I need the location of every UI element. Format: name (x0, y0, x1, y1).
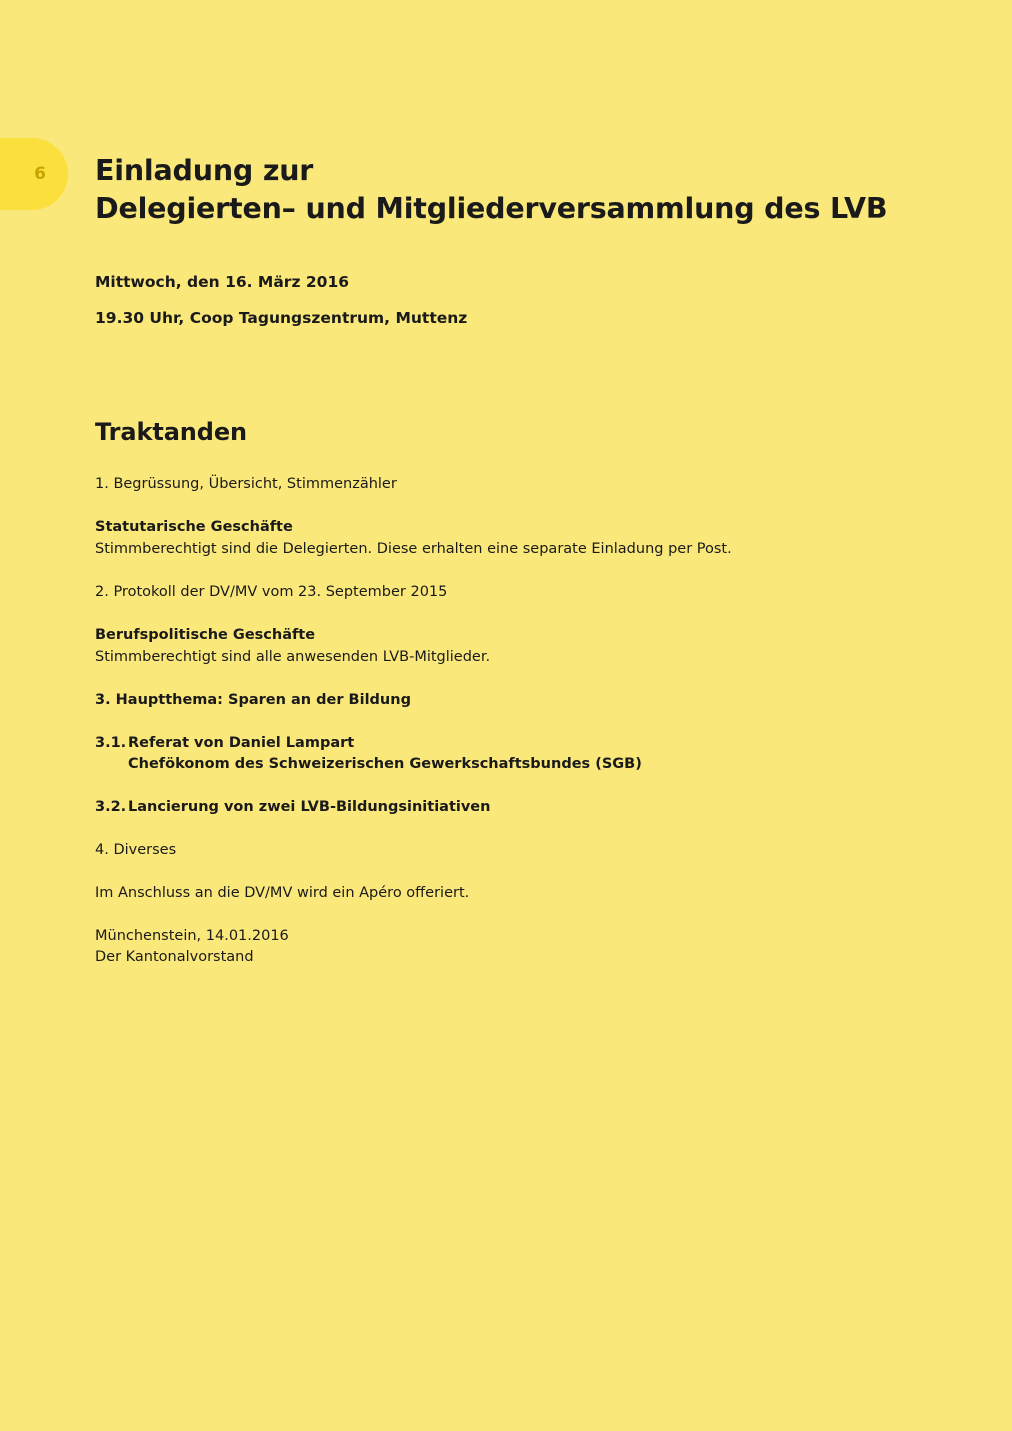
agenda-item-3-1 (95, 733, 925, 775)
signoff (95, 926, 925, 968)
document-content (95, 0, 925, 968)
event-date: Mittwoch, den 16. März 2016 (95, 273, 350, 291)
agenda-heading: Traktanden (95, 418, 248, 446)
statutory-heading: Statutarische Geschäfte (95, 519, 293, 535)
agenda-item-3-1-number: 3.1. (95, 735, 127, 751)
agenda-item-3-1-line-2: Chefökonom des Schweizerischen Gewerkschaftsbundes (SGB) (128, 756, 642, 772)
page-number-badge (0, 138, 68, 210)
agenda-list (95, 474, 925, 904)
signoff-board: Der Kantonalvorstand (95, 949, 254, 965)
agenda-group-statutory (95, 517, 925, 560)
agenda-item-3-2-number: 3.2. (95, 799, 127, 815)
agenda-item-3-2 (95, 797, 925, 818)
agenda-item-3-2-line-1: Lancierung von zwei LVB-Bildungsinitiativen (128, 799, 491, 815)
statutory-note: Stimmberechtigt sind die Delegierten. Diese erhalten eine separate Einladung per Post. (95, 541, 732, 557)
agenda-item-2: 2. Protokoll der DV/MV vom 23. September 2015 (95, 584, 448, 600)
professional-heading: Berufspolitische Geschäfte (95, 627, 316, 643)
event-venue: 19.30 Uhr, Coop Tagungszentrum, Muttenz (95, 309, 468, 327)
signoff-place-date: Münchenstein, 14.01.2016 (95, 928, 289, 944)
agenda-group-professional (95, 625, 925, 668)
agenda-item-1: 1. Begrüssung, Übersicht, Stimmenzähler (95, 476, 397, 492)
agenda-item-4: 4. Diverses (95, 842, 177, 858)
professional-note: Stimmberechtigt sind alle anwesenden LVB-Mitglieder. (95, 649, 491, 665)
page-number: 6 (34, 164, 46, 184)
agenda-item-3: 3. Hauptthema: Sparen an der Bildung (95, 692, 411, 708)
agenda-apero-note: Im Anschluss an die DV/MV wird ein Apéro offeriert. (95, 885, 470, 901)
agenda-item-3-1-line-1: Referat von Daniel Lampart (128, 735, 355, 751)
page-title (95, 0, 925, 228)
title-line-1: Einladung zur (95, 154, 314, 187)
title-line-2: Delegierten– und Mitgliederversammlung des LVB (95, 192, 888, 225)
